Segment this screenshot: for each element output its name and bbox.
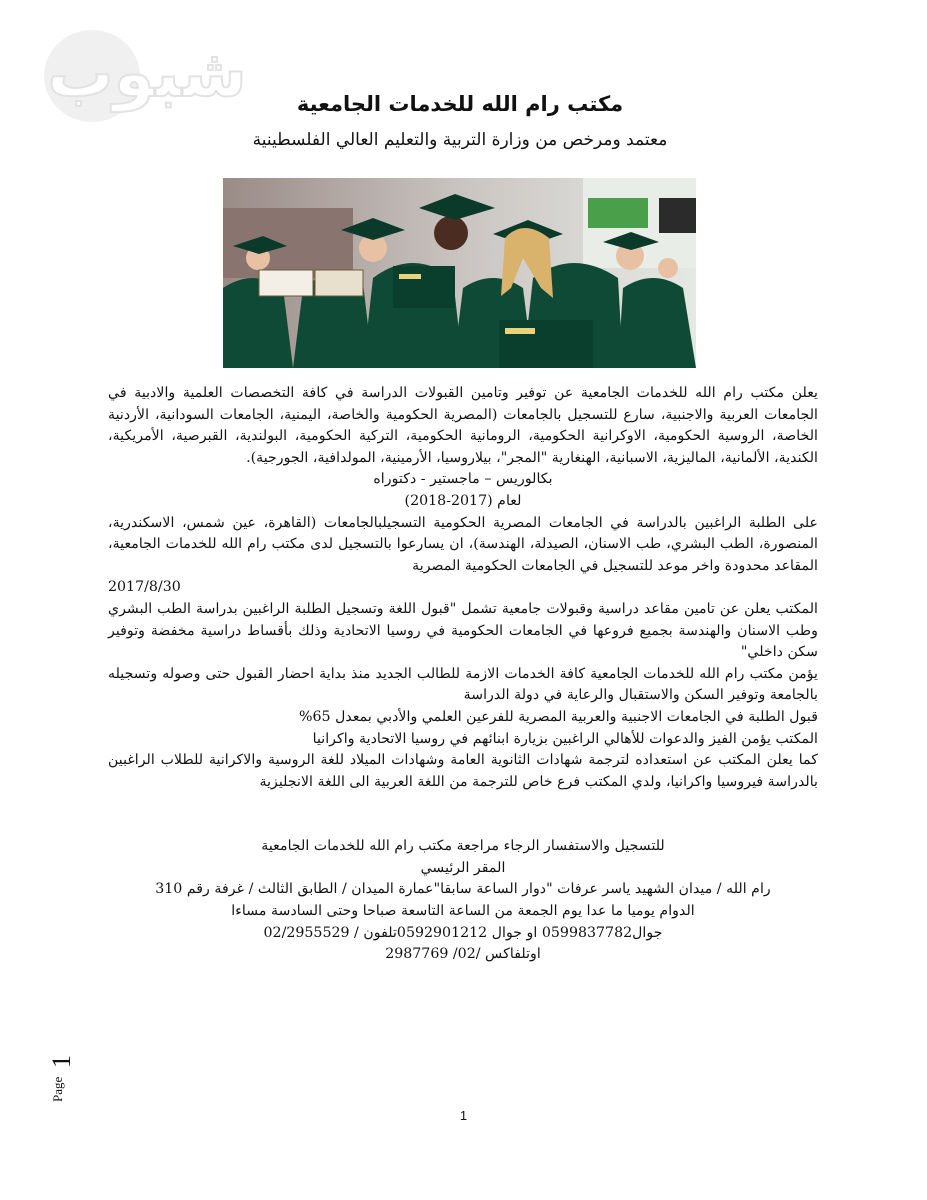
- office-hours: الدوام يوميا ما عدا يوم الجمعة من الساعة التاسعة صباحا وحتى السادسة مساءا: [231, 903, 695, 920]
- services-paragraph: يؤمن مكتب رام الله للخدمات الجامعية كافة الخدمات الازمة للطالب الجديد منذ بداية احضار القبول حتى وصوله وتسجيله بالجامعة وتوفير السكن والاستقبال والرعاية في دولة الدراسة: [108, 665, 818, 704]
- watermark-text: شبوب: [47, 35, 247, 112]
- egypt-universities-paragraph: على الطلبة الراغبين بالدراسة في الجامعات المصرية الحكومية التسجيلبالجامعات (القاهرة، عين شمس، الاسكندرية، المنصورة، الطب البشري، طب الاسنان، الصيدلة، الهندسة)، ان يسارعوا بالتسجيل لدى مكتب رام الله للخدمات الجامعية، المقاعد محدودة واخر موعد للتسجيل في الجامعات الحكومية المصرية: [108, 514, 818, 574]
- main-body: [108, 383, 818, 966]
- russia-admissions-paragraph: المكتب يعلن عن تامين مقاعد دراسية وقبولات جامعية تشمل "قبول اللغة وتسجيل الطلبة الراغبين بدراسة الطب البشري وطب الاسنان والهندسة بجميع فروعها في الجامعات الحكومية في روسيا الاتحادية وذلك بأقساط دراسية مخفضة وتوفير سكن داخلي": [108, 600, 818, 661]
- visa-paragraph: المكتب يؤمن الفيز والدعوات للأهالي الراغبين بزيارة ابنائهم في روسيا الاتحادية واكرانيا: [312, 730, 818, 747]
- page-subtitle: معتمد ومرخص من وزارة التربية والتعليم العالي الفلسطينية: [252, 130, 668, 150]
- phone-numbers: جوال0599837782 او جوال 0592901212تلفون / 02/2955529: [263, 924, 663, 941]
- page-label-number: 1: [47, 1055, 76, 1068]
- contact-block: [108, 836, 818, 966]
- intro-paragraph: يعلن مكتب رام الله للخدمات الجامعية عن توفير وتامين القبولات الدراسة في كافة التخصصات العلمية والادبية في الجامعات العربية والاجنبية، سارع للتسجيل بالجامعات (المصرية الحكومية والخاصة، اليمنية، الجامعات السودانية، الأردنية الخاصة، الروسية الحكومية، الاوكرانية الحكومية، الرومانية الحكومية، التركية الحكومية، البولندية، القبرصية، الأمريكية، الكندية، الألمانية، الماليزية، الاسبانية، الهنغارية "المجر"، بيلاروسيا، الأرمينية، المولدافية، الجورجية).: [108, 385, 818, 466]
- admission-average-paragraph: قبول الطلبة في الجامعات الاجنبية والعربية المصرية للفرعين العلمي والأدبي بمعدل 65%: [299, 708, 818, 725]
- contact-intro: للتسجيل والاستفسار الرجاء مراجعة مكتب رام الله للخدمات الجامعية: [261, 838, 665, 855]
- degrees-line: بكالوريس – ماجستير - دكتوراه: [373, 471, 553, 488]
- graduation-photo: [223, 178, 696, 368]
- page-title: مكتب رام الله للخدمات الجامعية: [296, 92, 624, 116]
- academic-year: لعام (2017-2018): [404, 492, 522, 509]
- fax-number: اوتلفاكس /02/ 2987769: [385, 946, 541, 963]
- registration-deadline: 2017/8/30: [108, 579, 181, 596]
- page-number: 1: [459, 1108, 468, 1123]
- page-label: [40, 1050, 80, 1110]
- page-label-word: Page: [50, 1076, 65, 1102]
- translation-paragraph: كما يعلن المكتب عن استعداده لترجمة شهادات الثانوية العامة وشهادات الميلاد للغة الروسية والاكرانية للطلاب الراغبين بالدراسة فيروسيا واكرانيا، ولدي المكتب فرع خاص للترجمة من اللغة العربية الى اللغة الانجليزية: [108, 752, 818, 790]
- office-address: رام الله / ميدان الشهيد ياسر عرفات "دوار الساعة سابقا"عمارة الميدان / الطابق الثالث / غرفة رقم 310: [155, 881, 771, 898]
- headquarters-label: المقر الرئيسي: [420, 859, 506, 876]
